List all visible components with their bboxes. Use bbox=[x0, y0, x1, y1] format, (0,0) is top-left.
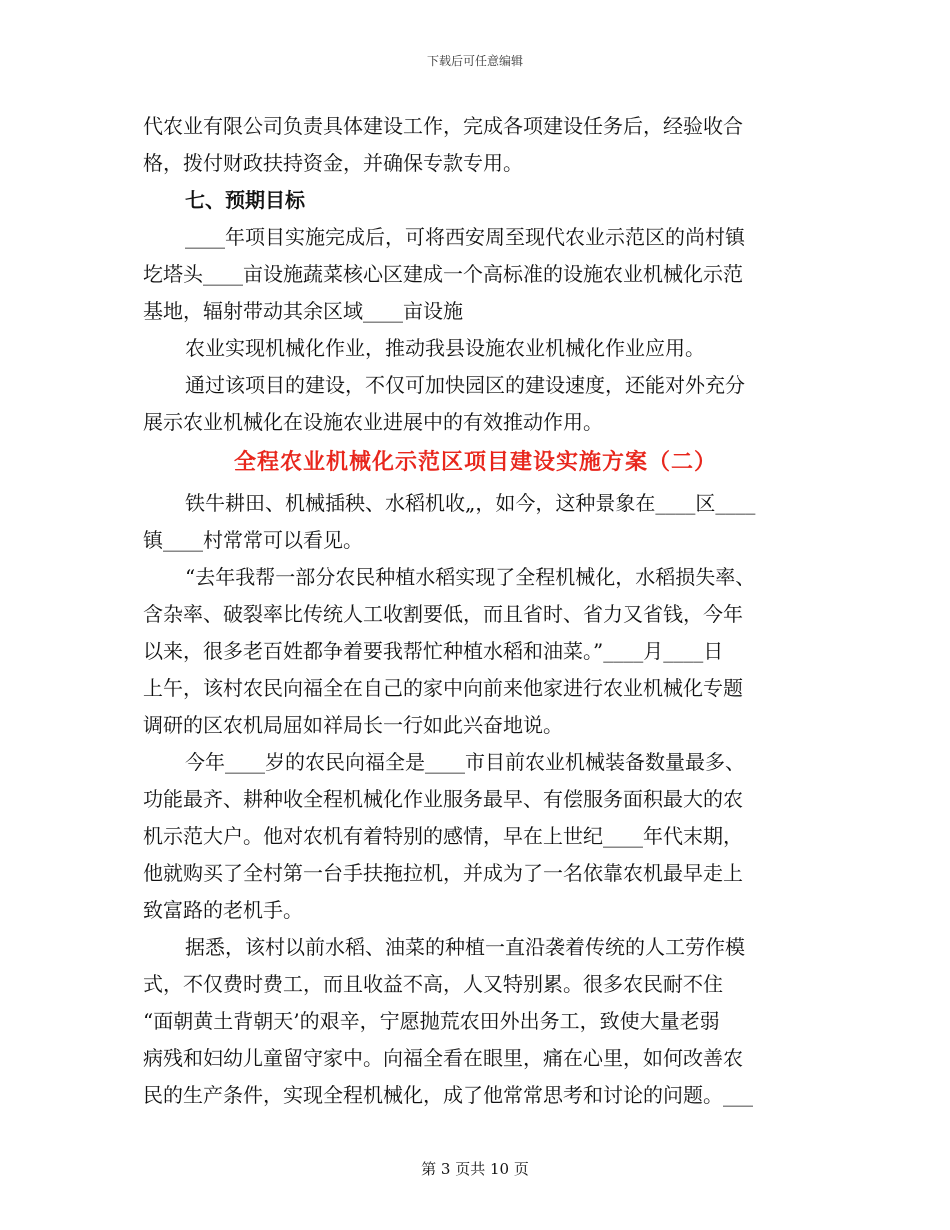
document-body bbox=[143, 108, 808, 1114]
paragraph-line: 机示范大户。他对农机有着特别的感情，早在上世纪____年代末期， bbox=[143, 824, 743, 848]
document-title: 全程农业机械化示范区项目建设实施方案（二） bbox=[233, 450, 717, 475]
paragraph-line: 调研的区农机局屈如祥局长一行如此兴奋地说。 bbox=[143, 713, 563, 737]
paragraph-line: 今年____岁的农民向福全是____市目前农业机械装备数量最多、 bbox=[185, 750, 745, 774]
paragraph-line: 农业实现机械化作业，推动我县设施农业机械化作业应用。 bbox=[185, 336, 705, 360]
paragraph-line: 式，不仅费时费工，而且收益不高，人又特别累。很多农民耐不住 bbox=[143, 972, 723, 996]
page-footer: 第 3 页共 10 页 bbox=[421, 1160, 529, 1178]
page-header: 下载后可任意编辑 bbox=[426, 54, 523, 68]
paragraph-line: 病残和妇幼儿童留守家中。向福全看在眼里，痛在心里，如何改善农 bbox=[143, 1046, 743, 1070]
paragraph-line: 民的生产条件，实现全程机械化，成了他常常思考和讨论的问题。___ bbox=[143, 1083, 753, 1107]
paragraph-line: 以来，很多老百姓都争着要我帮忙种植水稻和油菜。”____月____日 bbox=[143, 639, 724, 663]
paragraph-line: ____年项目实施完成后，可将西安周至现代农业示范区的尚村镇 bbox=[185, 225, 745, 249]
paragraph-line: 圪塔头____亩设施蔬菜核心区建成一个高标准的设施农业机械化示范 bbox=[143, 262, 743, 286]
paragraph-line: 格，拨付财政扶持资金，并确保专款专用。 bbox=[143, 151, 523, 175]
paragraph-line: 上午，该村农民向福全在自己的家中向前来他家进行农业机械化专题 bbox=[143, 676, 743, 700]
paragraph-line: 通过该项目的建设，不仅可加快园区的建设速度，还能对外充分 bbox=[185, 373, 745, 397]
paragraph-line: 铁牛耕田、机械插秧、水稻机收„，如今，这种景象在____区____ bbox=[185, 491, 756, 515]
paragraph-line: 基地，辐射带动其余区域____亩设施 bbox=[143, 299, 463, 323]
paragraph-line: 功能最齐、耕种收全程机械化作业服务最早、有偿服务面积最大的农 bbox=[143, 787, 743, 811]
paragraph-line: 含杂率、破裂率比传统人工收割要低，而且省时、省力又省钱，今年 bbox=[143, 602, 743, 626]
paragraph-line: 致富路的老机手。 bbox=[143, 898, 303, 922]
paragraph-line: 展示农业机械化在设施农业进展中的有效推动作用。 bbox=[143, 410, 603, 434]
paragraph-line: 据悉，该村以前水稻、油菜的种植一直沿袭着传统的人工劳作模 bbox=[185, 935, 745, 959]
paragraph-line: “面朝黄土背朝天’的艰辛，宁愿抛荒农田外出务工，致使大量老弱 bbox=[143, 1009, 720, 1033]
paragraph-line: 镇____村常常可以看见。 bbox=[143, 528, 363, 552]
paragraph-line: “去年我帮一部分农民种植水稻实现了全程机械化，水稻损失率、 bbox=[185, 565, 756, 589]
paragraph-line: 代农业有限公司负责具体建设工作，完成各项建设任务后，经验收合 bbox=[143, 114, 743, 138]
paragraph-line: 他就购买了全村第一台手扶拖拉机，并成为了一名依靠农机最早走上 bbox=[143, 861, 743, 885]
section-heading: 七、预期目标 bbox=[185, 188, 305, 212]
